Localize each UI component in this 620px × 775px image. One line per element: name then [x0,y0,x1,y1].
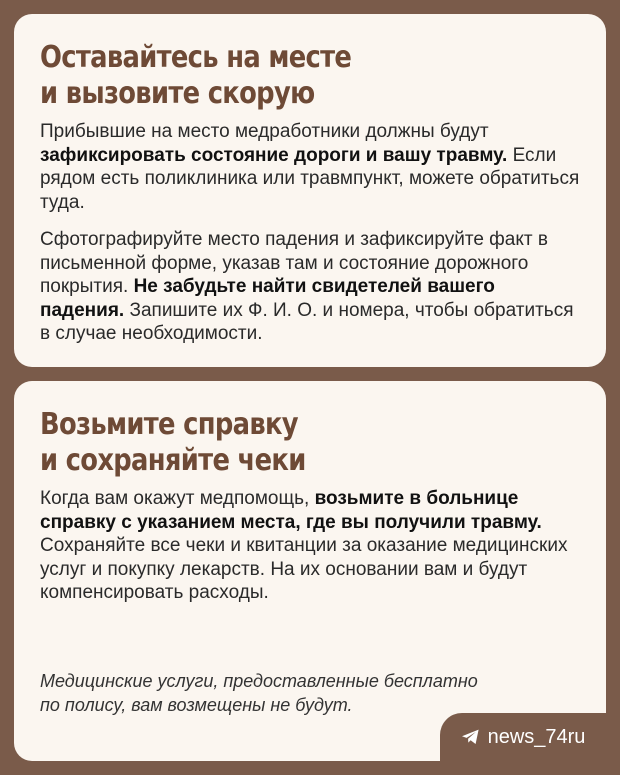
title-line: Возьмите справку [40,407,298,442]
badge-label: news_74ru [487,725,586,748]
text: Если рядом есть поликлиника или травмпункт, можете обратиться туда. [40,144,580,213]
text: Прибывшие на место медработники должны будут [40,121,489,142]
info-card-stay [14,14,606,367]
paragraph [40,487,580,605]
info-card-certificate [14,381,606,761]
card-title [40,40,504,112]
bold-text: Не забудьте найти свидетелей вашего падения. [40,276,495,321]
note-line: Медицинские услуги, предоставленные бесплатно [40,671,478,691]
italic-note [40,669,478,717]
text: Когда вам окажут медпомощь, [40,488,315,509]
source-badge[interactable] [440,713,606,761]
card-title [40,407,504,479]
title-line: и вызовите скорую [40,76,315,111]
text: Сфотографируйте место падения и зафиксируйте факт в письменной форме, указав там и состояние дорожного покрытия. [40,229,548,297]
paragraph [40,228,580,346]
text: Сохраняйте все чеки и квитанции за оказание медицинских услуг и покупку лекарств. На их основании вам и будут компенсировать расходы. [40,535,568,603]
bold-text: возьмите в больнице справку с указанием места, где вы получили травму. [40,488,542,533]
title-line: и сохраняйте чеки [40,443,306,478]
text: Запишите их Ф. И. О. и номера, чтобы обратиться в случае необходимости. [40,299,574,344]
title-line: Оставайтесь на месте [40,40,352,75]
telegram-icon [461,729,480,745]
paragraph [40,120,580,214]
note-line: по полису, вам возмещены не будут. [40,695,353,715]
bold-text: зафиксировать состояние дороги и вашу травму. [40,144,508,166]
